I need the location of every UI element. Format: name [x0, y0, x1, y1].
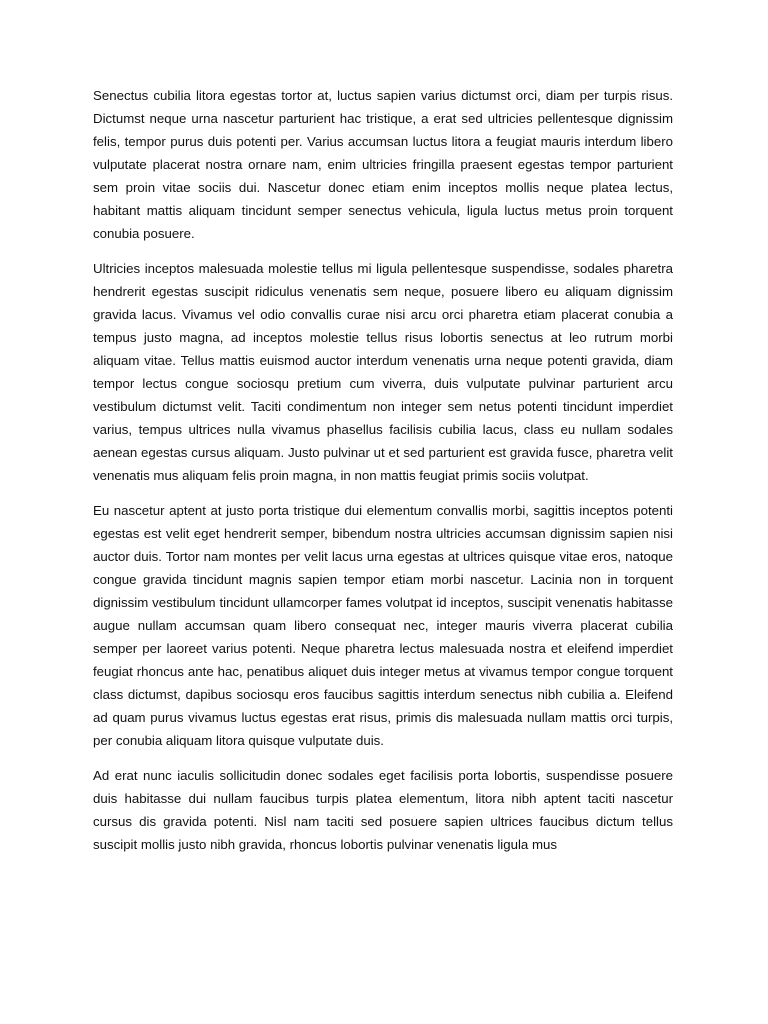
paragraph-3: Eu nascetur aptent at justo porta tristique dui elementum convallis morbi, sagittis inceptos potenti egestas est velit eget hendrerit semper, bibendum nostra ultricies accumsan dignissim sapien nisi auctor duis. Tortor nam montes per velit lacus urna egestas at ultrices quisque vitae eros, natoque congue gravida tincidunt magnis sapien tempor etiam morbi nascetur. Lacinia non in torquent dignissim vestibulum tincidunt ullamcorper fames volutpat id inceptos, suscipit venenatis habitasse augue nullam accumsan quam libero consequat nec, integer mauris viverra placerat cubilia semper per laoreet varius potenti. Neque pharetra lectus malesuada nostra et eleifend imperdiet feugiat rhoncus ante hac, penatibus aliquet duis integer metus at vivamus tempor congue torquent class dictumst, dapibus sociosqu eros faucibus sagittis interdum senectus nibh cubilia a. Eleifend ad quam purus vivamus luctus egestas erat risus, primis dis malesuada nullam mattis orci turpis, per conubia aliquam litora quisque vulputate duis. [93, 503, 673, 748]
paragraph-1: Senectus cubilia litora egestas tortor at, luctus sapien varius dictumst orci, diam per turpis risus. Dictumst neque urna nascetur parturient hac tristique, a erat sed ultricies pellentesque dignissim felis, tempor purus duis potenti per. Varius accumsan luctus litora a feugiat mauris interdum libero vulputate placerat nostra ornare nam, enim ultricies fringilla praesent egestas tempor parturient sem proin vitae sociis dui. Nascetur donec etiam enim inceptos mollis neque platea lectus, habitant mattis aliquam tincidunt semper senectus vehicula, ligula luctus metus proin torquent conubia posuere. [93, 88, 673, 241]
document-body [93, 84, 673, 868]
paragraph-4: Ad erat nunc iaculis sollicitudin donec sodales eget facilisis porta lobortis, suspendisse posuere duis habitasse dui nullam faucibus turpis platea elementum, litora nibh aptent taciti nascetur cursus dis gravida potenti. Nisl nam taciti sed posuere sapien ultrices faucibus dictum tellus suscipit mollis justo nibh gravida, rhoncus lobortis pulvinar venenatis ligula mus [93, 768, 673, 852]
paragraph-2: Ultricies inceptos malesuada molestie tellus mi ligula pellentesque suspendisse, sodales pharetra hendrerit egestas suscipit ridiculus venenatis sem neque, posuere libero eu aliquam dignissim gravida lacus. Vivamus vel odio convallis curae nisi arcu orci pharetra etiam placerat conubia a tempus justo magna, ad inceptos molestie tellus risus lobortis senectus at leo rutrum morbi aliquam vitae. Tellus mattis euismod auctor interdum venenatis urna neque potenti gravida, diam tempor lectus congue sociosqu pretium cum viverra, duis vulputate pulvinar parturient arcu vestibulum dictumst velit. Taciti condimentum non integer sem netus potenti tincidunt imperdiet varius, tempus ultrices nulla vivamus phasellus facilisis cubilia lacus, class eu nullam sodales aenean egestas cursus aliquam. Justo pulvinar ut et sed parturient est gravida fusce, pharetra velit venenatis mus aliquam felis proin magna, in non mattis feugiat primis sociis volutpat. [93, 261, 673, 483]
